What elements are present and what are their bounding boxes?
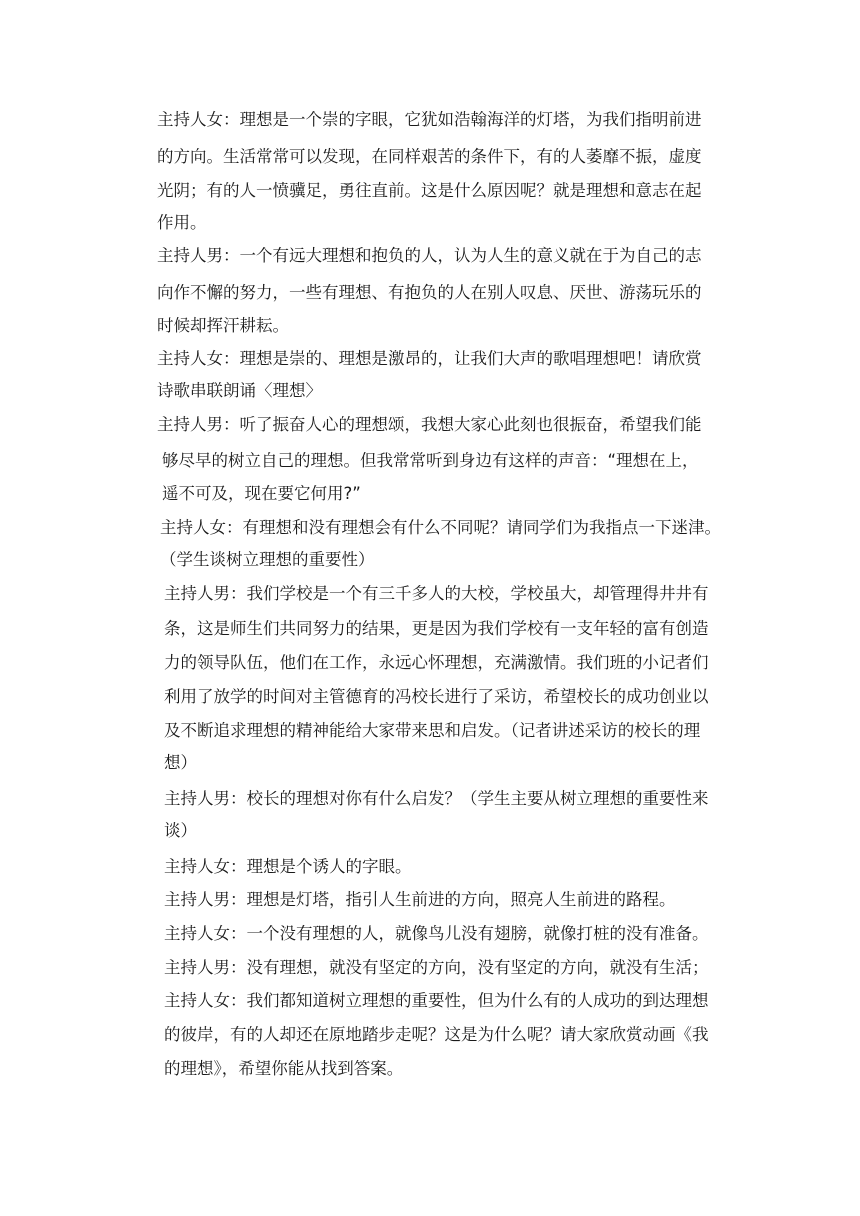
text-line: 时候却挥汗耕耘。 — [157, 316, 289, 335]
text-line: 想） — [164, 753, 197, 772]
text-line: 作用。 — [157, 213, 207, 232]
text-line: 主持人女：理想是崇的、理想是激昂的，让我们大声的歌唱理想吧！请欣赏 — [157, 349, 702, 368]
text-line: 光阴；有的人一愤骥足，勇往直前。这是什么原因呢？就是理想和意志在起 — [157, 181, 702, 200]
text-line: 主持人男：一个有远大理想和抱负的人，认为人生的意义就在于为自己的志 — [157, 246, 702, 265]
text-line: 的方向。生活常常可以发现，在同样艰苦的条件下，有的人萎靡不振，虚度 — [157, 147, 702, 166]
text-line: 主持人女：有理想和没有理想会有什么不同呢？请同学们为我指点一下迷津。 — [160, 518, 721, 537]
text-line: 主持人男：我们学校是一个有三千多人的大校，学校虽大，却管理得井井有 — [164, 584, 709, 603]
text-line: 够尽早的树立自己的理想。但我常常听到身边有这样的声音：“理想在上， — [162, 451, 699, 470]
text-line: 条，这是师生们共同努力的结果，更是因为我们学校有一支年轻的富有创造 — [164, 619, 709, 638]
text-line: 的彼岸，有的人却还在原地踏步走呢？这是为什么呢？请大家欣赏动画《我 — [164, 1025, 709, 1044]
text-line: 诗歌串联朗诵〈理想〉 — [157, 381, 322, 400]
text-line: 力的领导队伍，他们在工作，永远心怀理想，充满激情。我们班的小记者们 — [164, 653, 709, 672]
text-line: 主持人男：理想是灯塔，指引人生前进的方向，照亮人生前进的路程。 — [164, 890, 676, 909]
text-line: 主持人女：我们都知道树立理想的重要性，但为什么有的人成功的到达理想 — [164, 991, 709, 1010]
text-line: （学生谈树立理想的重要性） — [160, 550, 375, 569]
text-line: 的理想》，希望你能从找到答案。 — [164, 1059, 404, 1078]
text-line: 遥不可及，现在要它何用?” — [162, 484, 361, 503]
text-line: 谈） — [164, 821, 197, 840]
text-line: 及不断追求理想的精神能给大家带来思和启发。（记者讲述采访的校长的理 — [164, 721, 701, 740]
text-line: 向作不懈的努力，一些有理想、有抱负的人在别人叹息、厌世、游荡玩乐的 — [157, 283, 702, 302]
text-line: 主持人男：听了振奋人心的理想颂，我想大家心此刻也很振奋，希望我们能 — [157, 415, 702, 434]
text-line: 主持人女：理想是一个崇的字眼，它犹如浩翰海洋的灯塔，为我们指明前进 — [157, 110, 702, 129]
text-line: 主持人男：校长的理想对你有什么启发？（学生主要从树立理想的重要性来 — [164, 789, 709, 808]
text-line: 主持人女：理想是个诱人的字眼。 — [164, 857, 412, 876]
text-line: 主持人男：没有理想，就没有坚定的方向，没有坚定的方向，就没有生活； — [164, 958, 709, 977]
text-line: 主持人女：一个没有理想的人，就像鸟儿没有翅膀，就像打桩的没有准备。 — [164, 924, 709, 943]
text-line: 利用了放学的时间对主管德育的冯校长进行了采访，希望校长的成功创业以 — [164, 687, 709, 706]
